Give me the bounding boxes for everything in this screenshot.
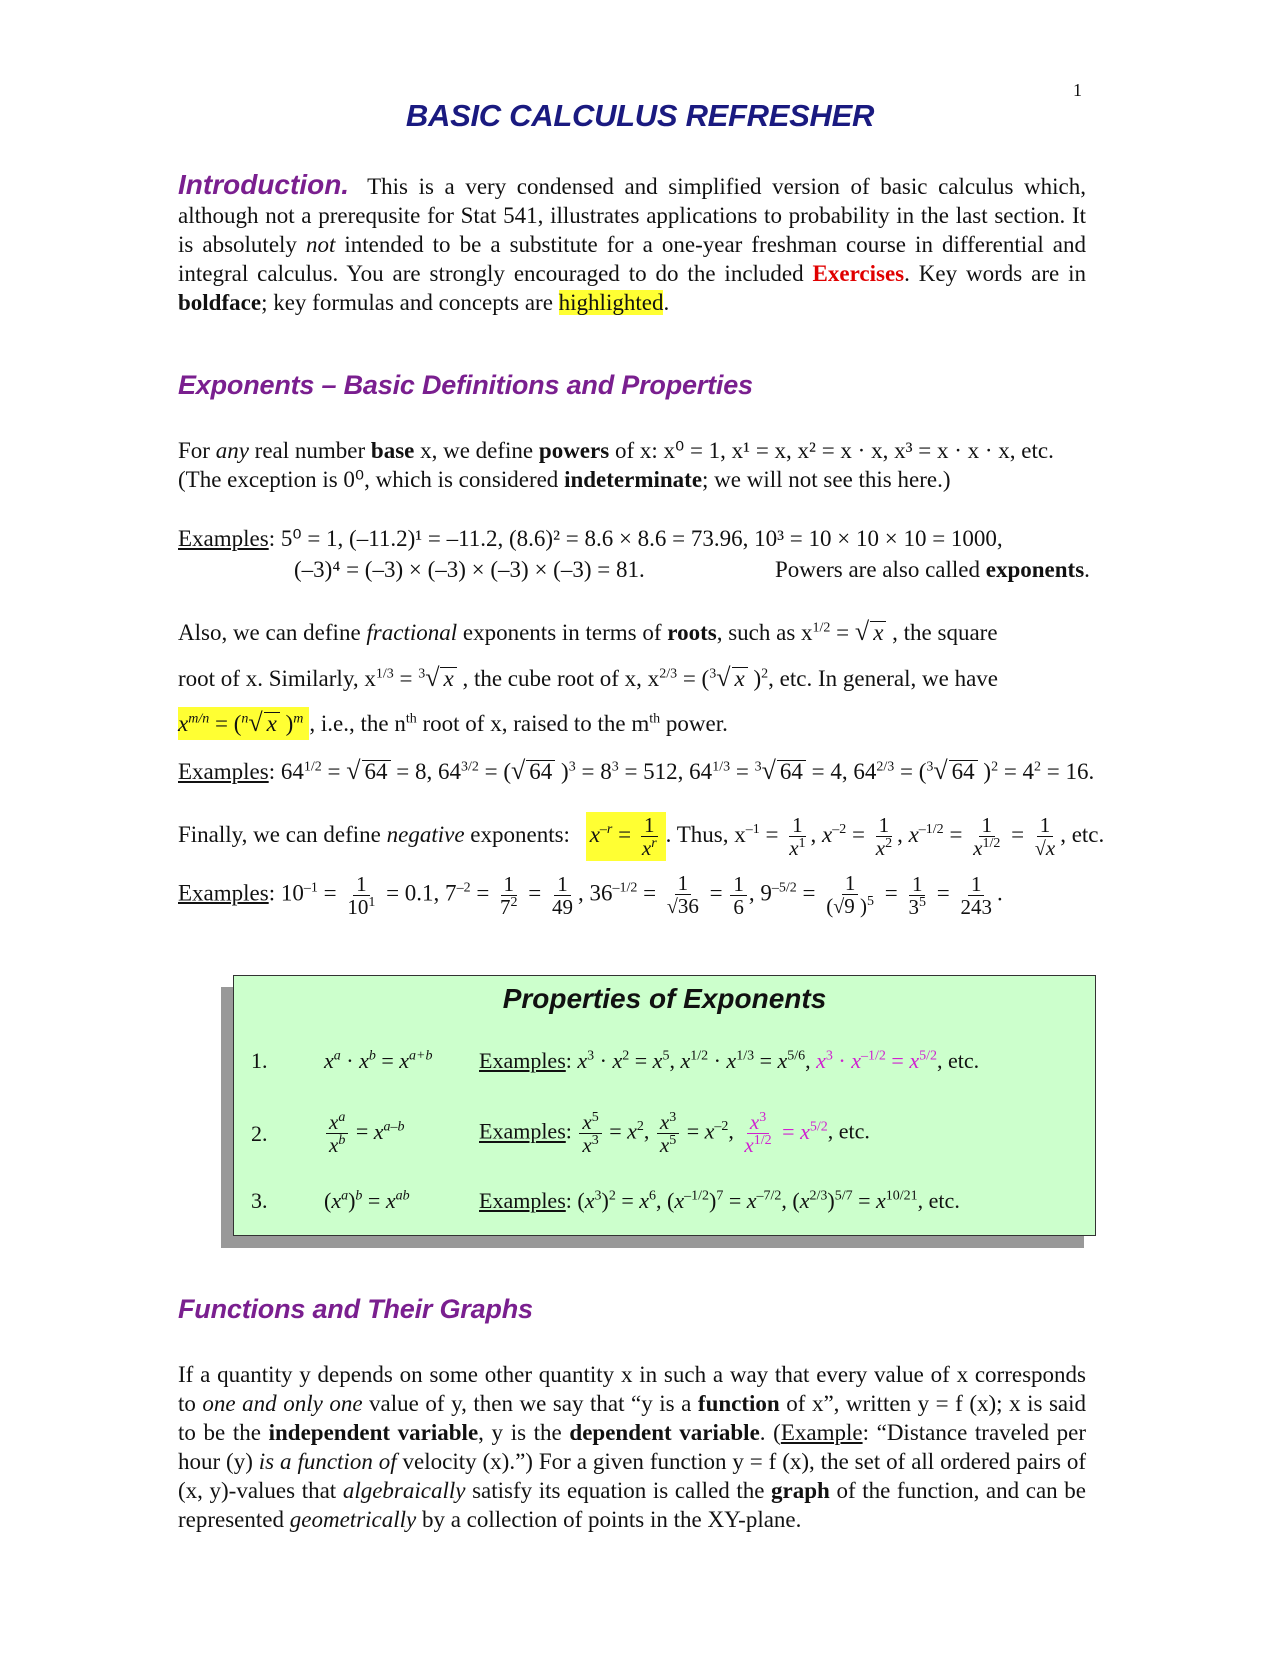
intro-paragraph: Introduction. This is a very condensed and simplified version of basic calculus which, although not a prerequsite for Stat 541, illustrates applications to probability in the last section. It is absolutely not intended to be a substitute for a one-year freshman course in differential and integral calculus. You are strongly encouraged to do the included Exercises. Key words are in boldface; key formulas and concepts are highlighted. (178, 169, 1086, 315)
page-title: BASIC CALCULUS REFRESHER (405, 98, 875, 133)
general-root-rule: $x^{m/n} = (^n√$ x )$^m$ , i.e., the $n^{th}$ root of x, raised to the $m^{th}$ power. (178, 708, 1138, 738)
powers-examples-line2: (–3)⁴ = (–3) × (–3) × (–3) × (–3) = 81. (294, 557, 645, 582)
page-number: 1 (1073, 80, 1082, 100)
powers-examples: Examples: 5⁰ = 1, (–11.2)¹ = –11.2, (8.6)² = 8.6 × 8.6 = 73.96, 10³ = 10 × 10 × 10 = 1000, (178, 526, 1003, 551)
intro-heading: Introduction. (178, 169, 350, 200)
negative-examples: Examples: $10^{-1}$ = $\frac{1}{10^1}$ = 0.1, $7^{-2}$ = $\frac{1}{7^2}$ = $\frac{1}{49}$ , $36^{-1/2}$ = $\frac{1}{√36}$ = $\frac{1}{6}$ , $9^{-5/2}$ = $\frac{1}{(√9 )^5}$ = $\frac{1}{3^5}$ = $\frac{1}{243}$ . (178, 871, 1003, 919)
fractional-exponents-line2: root of x. Similarly, $x^{1/3} = ^3√$ x , the cube root of x, $x^{2/3} = (^3√$ x )$^2$, etc. In general, we have (178, 663, 999, 692)
highlight-sample: highlighted (558, 290, 664, 315)
fractional-exponents-line1: Also, we can define fractional exponents in terms of roots, such as $x^{1/2}$ = √ x , the square (178, 617, 998, 646)
exercises-keyword: Exercises (812, 261, 905, 286)
properties-box: Properties of Exponents 1. $x^a \cdot x^b = x^{a+b}$ Examples: $x^3 \cdot x^2 = x^5$, $x^{1/2} \cdot x^{1/3} = x^{5/6}$, $x^3 \cdot x^{-1/2} = x^{5/2}$, etc. 2. $\frac{x^a}{x^b}$ = $x^{a-b}$ Examples: $\frac{x^5}{x^3}$ = $x^2$, $\frac{x^3}{x^5}$ = $x^{-2}$, $\frac{x^3}{x^{1/2}}$ = $x^{5/2}$, etc. 3. $(x^a)^b = x^{ab}$ Examples: $(x^3)^2 = x^6$, $(x^{-1/2})^7 = x^{-7/2}$, $(x^{2/3})^{5/7} = x^{10/21}$, etc. (233, 975, 1096, 1236)
properties-title: Properties of Exponents (502, 983, 827, 1014)
functions-paragraph: If a quantity y depends on some other quantity x in such a way that every value of x corresponds to one and only one value of y, then we say that “y is a function of x”, written y = f (x); x is said to be the independent variable, y is the dependent variable. (Example: “Distance traveled per hour (y) is a function of velocity (x).”) For a given function y = f (x), the set of all ordered pairs of (x, y)-values that algebraically satisfy its equation is called the graph of the function, and can be represented geometrically by a collection of points in the XY-plane. (178, 1362, 1087, 1532)
exponents-heading: Exponents – Basic Definitions and Properties (178, 370, 753, 400)
exponents-note: Powers are also called exponents. (775, 557, 1090, 582)
functions-heading: Functions and Their Graphs (178, 1294, 533, 1324)
negative-exponents: Finally, we can define negative exponents: $x^{-r}$ = $\frac{1}{x^r}$ . Thus, $x^{-1}$ = $\frac{1}{x^1}$ , $x^{-2}$ = $\frac{1}{x^2}$ , $x^{-1/2}$ = $\frac{1}{x^{1/2}}$ = $\frac{1}{√x}$ , etc. (178, 812, 1105, 860)
powers-definition: For any real number base x, we define powers of x: x⁰ = 1, x¹ = x, x² = x · x, x³ = x · x · x, etc. (The exception is 0⁰, which is considered indeterminate; we will not see this here.) (178, 438, 1054, 492)
root-examples: Examples: $64^{1/2}$ = √ 64 = 8, $64^{3/2}$ = (√ 64 )$^3 = 8^3 = 512$, $64^{1/3} = ^3√$ 64 = 4, $64^{2/3} = (^3√$ 64 )$^2 = 4^2 = 16$. (178, 756, 1095, 785)
